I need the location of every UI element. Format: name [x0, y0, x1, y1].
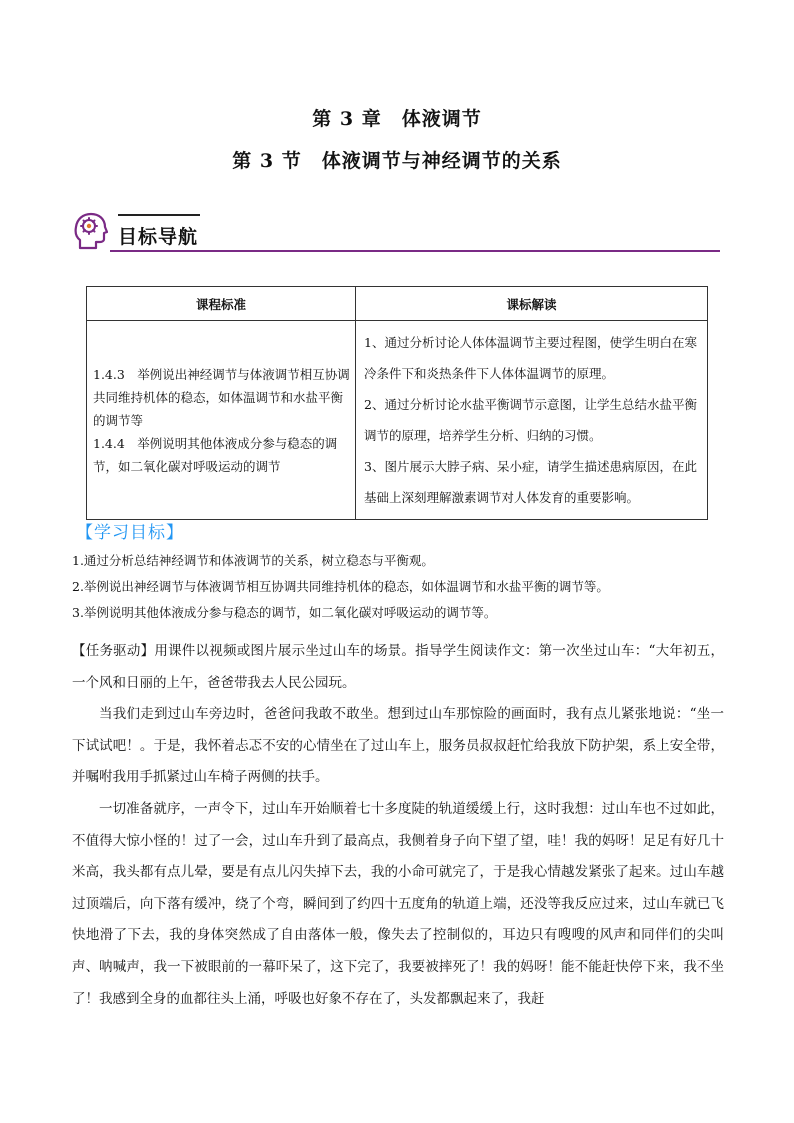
paragraph: 一切准备就序，一声令下，过山车开始顺着七十多度陡的轨道缓缓上行，这时我想：过山车也不过如此，不值得大惊小怪的！过了一会，过山车升到了最高点，我侧着身子向下望了望，哇！我的妈呀！足足有好几十米高，我头都有点儿晕，要是有点儿闪失掉下去，我的小命可就完了，于是我心情越发紧张了起来。过山车越过顶端后，向下落有缓冲，绕了个弯，瞬间到了约四十五度角的轨道上端，还没等我反应过来，过山车就已飞快地滑了下去，我的身体突然成了自由落体一般，像失去了控制似的，耳边只有嗖嗖的风声和同伴们的尖叫声、呐喊声，我一下被眼前的一幕吓呆了，这下完了，我要被摔死了！我的妈呀！能不能赶快停下来，我不坐了！我感到全身的血都往头上涌，呼吸也好象不存在了，头发都飘起来了，我赶 [72, 800, 724, 1007]
objective-item: 3.举例说明其他体液成分参与稳态的调节，如二氧化碳对呼吸运动的调节等。 [72, 605, 497, 620]
paragraph: 当我们走到过山车旁边时，爸爸问我敢不敢坐。想到过山车那惊险的画面时，我有点儿紧张地说：“坐一下试试吧！。于是，我怀着忐忑不安的心情坐在了过山车上，服务员叔叔赶忙给我放下防护架，系上安全带，并嘱咐我用手抓紧过山车椅子两侧的扶手。 [72, 706, 724, 786]
head-gear-icon [74, 212, 108, 250]
objective-item: 2.举例说出神经调节与体液调节相互协调共同维持机体的稳态，如体温调节和水盐平衡的调节等。 [72, 579, 609, 594]
goal-nav-header [74, 208, 720, 254]
standard-item: 1.4.3 举例说出神经调节与体液调节相互协调共同维持机体的稳态，如体温调节和水盐平衡的调节等 [93, 366, 350, 428]
table-header-row [87, 287, 708, 321]
objective-item: 1.通过分析总结神经调节和体液调节的关系，树立稳态与平衡观。 [72, 553, 434, 568]
goal-nav-overline [118, 214, 200, 216]
interpretation-item: 3、图片展示大脖子病、呆小症，请学生描述患病原因，在此基础上深刻理解激素调节对人体发育的重要影响。 [364, 459, 697, 505]
learning-objectives-heading: 【学习目标】 [76, 523, 184, 543]
table-header: 课程标准 [87, 287, 356, 321]
section-title: 第 3 节 体液调节与神经调节的关系 [232, 150, 562, 172]
task-text [72, 636, 724, 1015]
goal-nav-underline [110, 250, 720, 252]
table-row [87, 321, 708, 520]
learning-objectives-list [72, 548, 732, 626]
paragraph: 【任务驱动】用课件以视频或图片展示坐过山车的场景。指导学生阅读作文：第一次坐过山车：“大年初五，一个风和日丽的上午，爸爸带我去人民公园玩。 [72, 643, 724, 691]
interpretation-item: 2、通过分析讨论水盐平衡调节示意图，让学生总结水盐平衡调节的原理，培养学生分析、归纳的习惯。 [364, 397, 697, 443]
standard-item: 1.4.4 举例说明其他体液成分参与稳态的调节，如二氧化碳对呼吸运动的调节 [93, 435, 338, 474]
curriculum-standards-table [86, 286, 708, 520]
table-header: 课标解读 [356, 287, 708, 321]
standards-cell [87, 321, 356, 520]
chapter-title: 第 3 章 体液调节 [312, 108, 482, 130]
interpretation-cell [356, 321, 708, 520]
interpretation-item: 1、通过分析讨论人体体温调节主要过程图，使学生明白在寒冷条件下和炎热条件下人体体温调节的原理。 [364, 335, 697, 381]
goal-nav-title: 目标导航 [118, 226, 199, 248]
